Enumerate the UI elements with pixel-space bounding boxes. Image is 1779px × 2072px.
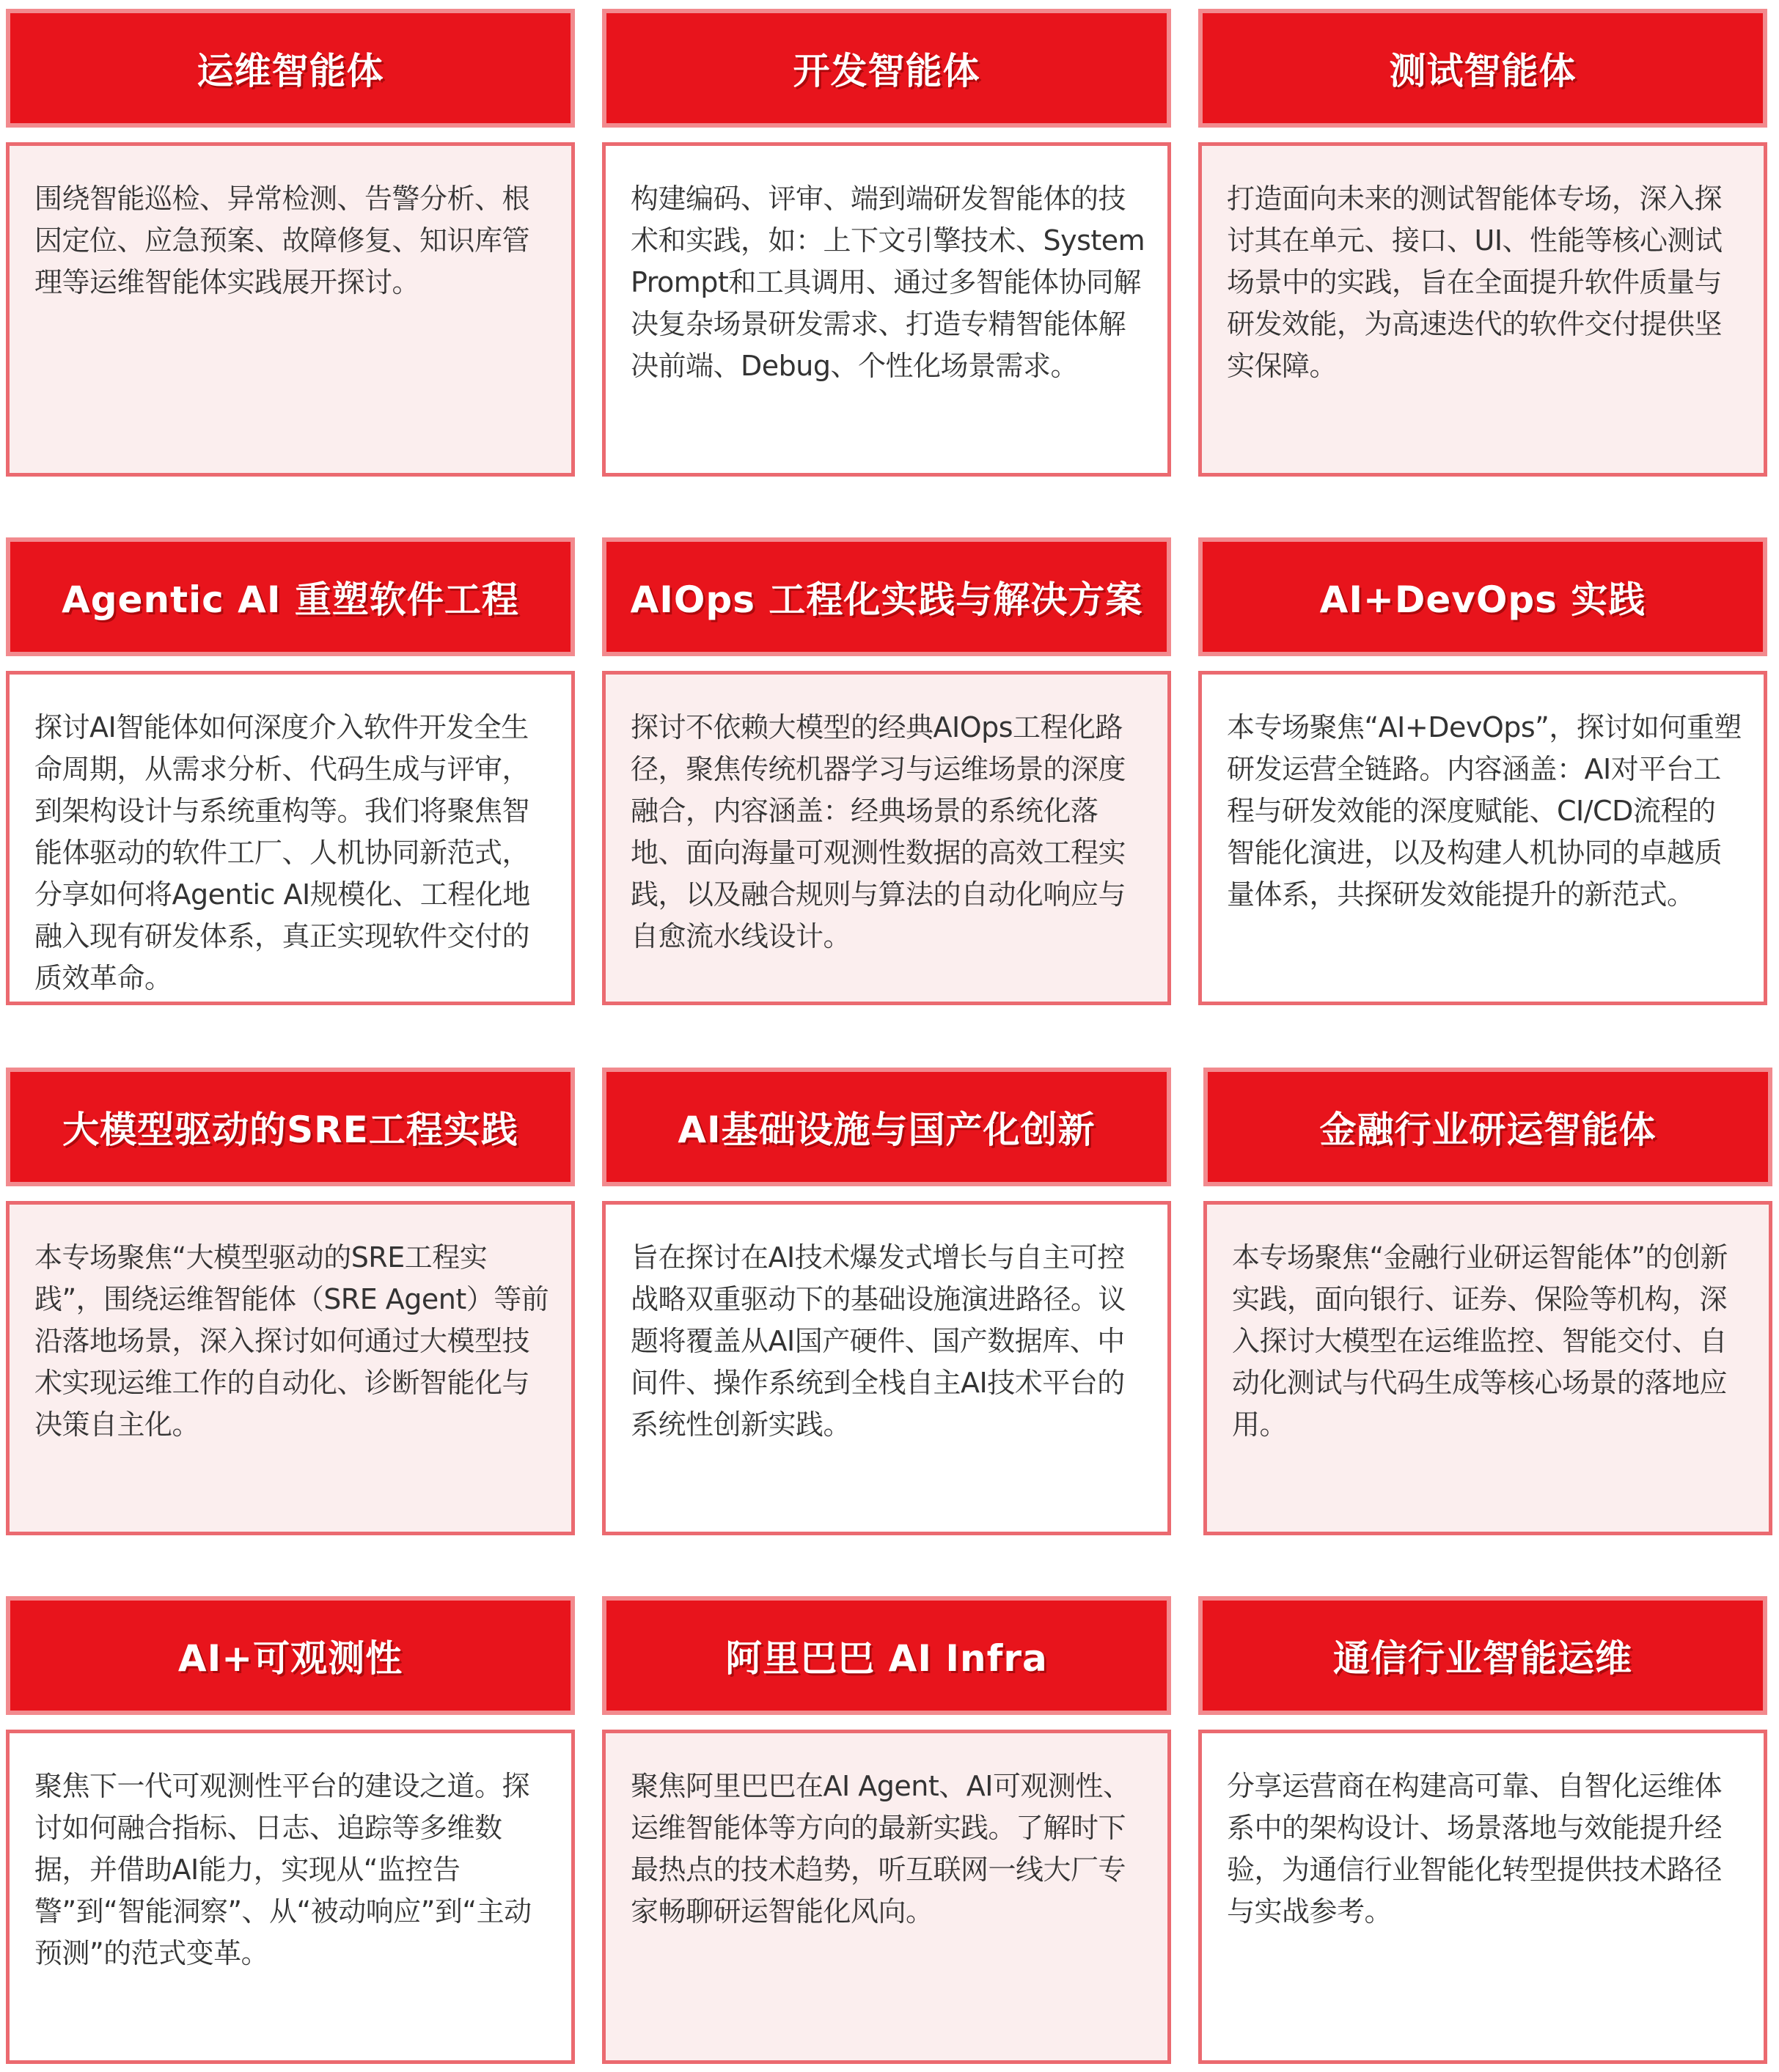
card-body [6, 1201, 575, 1535]
card-header [602, 9, 1171, 128]
card-description: 本专场聚焦“金融行业研运智能体”的创新实践，面向银行、证券、保险等机构，深入探讨大模型在运维监控、智能交付、自动化测试与代码生成等核心场景的落地应用。 [1232, 1241, 1728, 1441]
card-body [6, 671, 575, 1005]
card-title: 运维智能体 [197, 50, 384, 92]
card-header [6, 1596, 575, 1715]
card-body [602, 142, 1171, 477]
topic-card-dev-agent [602, 9, 1171, 477]
card-title: AI基础设施与国产化创新 [678, 1109, 1096, 1151]
card-description: 聚焦阿里巴巴在AI Agent、AI可观测性、运维智能体等方向的最新实践。了解时下最热点的技术趋势，听互联网一线大厂专家畅聊研运智能化风向。 [631, 1770, 1131, 1928]
card-header [1198, 537, 1767, 656]
card-title: 开发智能体 [793, 50, 980, 92]
card-description: 本专场聚焦“AI+DevOps”，探讨如何重塑研发运营全链路。内容涵盖：AI对平台工程与研发效能的深度赋能、CI/CD流程的智能化演进，以及构建人机协同的卓越质量体系，共探研发效能提升的新范式。 [1227, 711, 1742, 911]
topic-card-ai-observability [6, 1596, 575, 2064]
card-header [6, 9, 575, 128]
card-body [1203, 1201, 1772, 1535]
card-description: 探讨AI智能体如何深度介入软件开发全生命周期，从需求分析、代码生成与评审，到架构设计与系统重构等。我们将聚焦智能体驱动的软件工厂、人机协同新范式，分享如何将Agentic AI规模化、工程化地融入现有研发体系，真正实现软件交付的质效革命。 [34, 711, 530, 994]
card-title: AIOps 工程化实践与解决方案 [630, 578, 1143, 621]
card-title: Agentic AI 重塑软件工程 [62, 578, 519, 621]
card-description: 围绕智能巡检、异常检测、告警分析、根因定位、应急预案、故障修复、知识库管理等运维智能体实践展开探讨。 [34, 183, 530, 298]
card-body [602, 1201, 1171, 1535]
card-body [6, 142, 575, 477]
card-header [6, 1068, 575, 1186]
topic-card-llm-sre [6, 1068, 575, 1535]
card-body [1198, 142, 1767, 477]
card-title: AI+可观测性 [177, 1637, 403, 1680]
topic-card-test-agent [1198, 9, 1767, 477]
card-description: 打造面向未来的测试智能体专场，深入探讨其在单元、接口、UI、性能等核心测试场景中的实践，旨在全面提升软件质量与研发效能，为高速迭代的软件交付提供坚实保障。 [1227, 183, 1723, 382]
card-body [602, 1730, 1171, 2064]
card-header [6, 537, 575, 656]
topic-card-agentic-ai [6, 537, 575, 1005]
card-title: 金融行业研运智能体 [1319, 1109, 1657, 1151]
card-header [1203, 1068, 1772, 1186]
card-header [1198, 9, 1767, 128]
card-body [1198, 1730, 1767, 2064]
topic-card-finance-agent [1203, 1068, 1772, 1535]
topic-card-aiops [602, 537, 1171, 1005]
card-body [602, 671, 1171, 1005]
card-description: 聚焦下一代可观测性平台的建设之道。探讨如何融合指标、日志、追踪等多维数据，并借助AI能力，实现从“监控告警”到“智能洞察”、从“被动响应”到“主动预测”的范式变革。 [34, 1770, 532, 1969]
card-header [602, 537, 1171, 656]
card-description: 分享运营商在构建高可靠、自智化运维体系中的架构设计、场景落地与效能提升经验，为通信行业智能化转型提供技术路径与实战参考。 [1227, 1770, 1723, 1928]
card-body [6, 1730, 575, 2064]
card-title: 测试智能体 [1389, 50, 1577, 92]
topic-card-alibaba-ai-infra [602, 1596, 1171, 2064]
card-header [1198, 1596, 1767, 1715]
card-header [602, 1068, 1171, 1186]
card-description: 构建编码、评审、端到端研发智能体的技术和实践，如：上下文引擎技术、System Prompt和工具调用、通过多智能体协同解决复杂场景研发需求、打造专精智能体解决前端、Debug、个性化场景需求。 [631, 183, 1145, 382]
card-title: AI+DevOps 实践 [1319, 578, 1646, 621]
card-description: 本专场聚焦“大模型驱动的SRE工程实践”，围绕运维智能体（SRE Agent）等前沿落地场景，深入探讨如何通过大模型技术实现运维工作的自动化、诊断智能化与决策自主化。 [34, 1241, 549, 1441]
card-title: 通信行业智能运维 [1333, 1637, 1632, 1680]
card-title: 大模型驱动的SRE工程实践 [62, 1109, 518, 1151]
card-description: 旨在探讨在AI技术爆发式增长与自主可控战略双重驱动下的基础设施演进路径。议题将覆盖从AI国产硬件、国产数据库、中间件、操作系统到全栈自主AI技术平台的系统性创新实践。 [631, 1241, 1126, 1441]
topic-card-telecom-aiops [1198, 1596, 1767, 2064]
card-description: 探讨不依赖大模型的经典AIOps工程化路径，聚焦传统机器学习与运维场景的深度融合，内容涵盖：经典场景的系统化落地、面向海量可观测性数据的高效工程实践，以及融合规则与算法的自动化响应与自愈流水线设计。 [631, 711, 1126, 952]
card-body [1198, 671, 1767, 1005]
topic-card-ai-devops [1198, 537, 1767, 1005]
card-header [602, 1596, 1171, 1715]
topic-card-ops-agent [6, 9, 575, 477]
card-title: 阿里巴巴 AI Infra [725, 1637, 1048, 1680]
topic-card-ai-infrastructure [602, 1068, 1171, 1535]
